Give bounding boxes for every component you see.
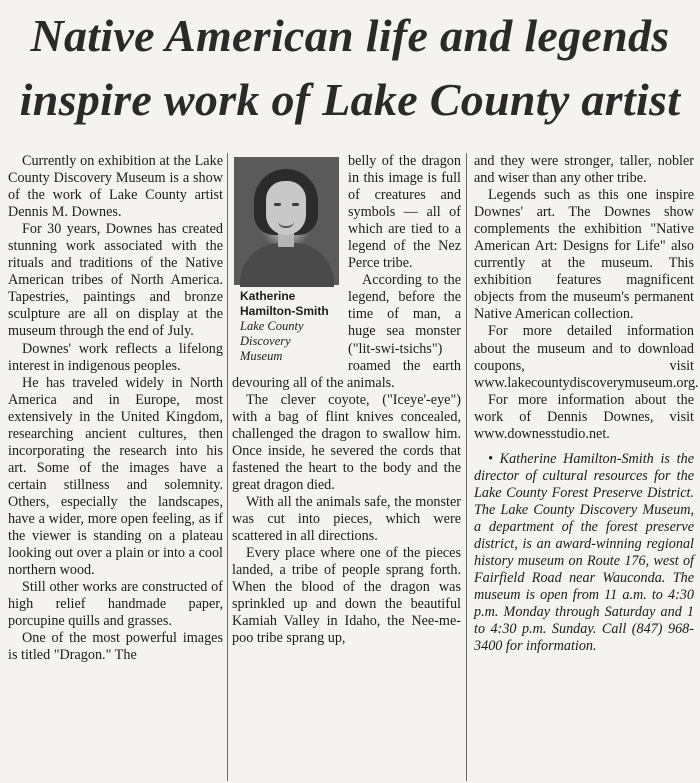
headline-line-2: inspire work of Lake County artist — [19, 74, 681, 125]
article-column-3 — [474, 153, 699, 655]
article-column-2 — [232, 153, 461, 647]
paragraph: One of the most powerful images is titled "Dragon." The — [8, 630, 223, 664]
paragraph: For more information about the work of Dennis Downes, visit www.downesstudio.net. — [474, 391, 694, 442]
byline-title-line-3: Museum — [240, 349, 283, 363]
byline-name-line-2: Hamilton-Smith — [240, 304, 329, 318]
headline-line-1: Native American life and legends — [30, 10, 670, 61]
paragraph: Every place where one of the pieces landed, a tribe of people sprang forth. When the blood of the dragon was sprinkled up and down the beautiful Kamiah Valley in Idaho, the Nee-me-poo tribe sprang up, — [232, 545, 461, 647]
paragraph: and they were stronger, taller, nobler and wiser than any other tribe. — [474, 153, 694, 187]
byline-box — [232, 153, 344, 364]
author-bio: • Katherine Hamilton-Smith is the director of cultural resources for the Lake County Forest Preserve District. The Lake County Discovery Museum, a department of the forest preserve district, is an award-winning regional history museum on Route 176, west of Fairfield Road near Wauconda. The museum is open from 11 a.m. to 4:30 p.m. Monday through Saturday and 1 to 4:30 p.m. Sunday. Call (847) 968-3400 for information. — [474, 450, 694, 655]
paragraph: The clever coyote, ("Iceye'-eye") with a bag of flint knives concealed, challenged the dragon to swallow him. Once inside, he severed the cords that fastened the heart to the body and the great dragon died. — [232, 391, 461, 493]
headline — [10, 4, 690, 132]
paragraph: Legends such as this one inspire Downes' art. The Downes show complements the exhibition "Native American Art: Designs for Life" also currently at the museum. This exhibition features magnificent objects from the museum's permanent Native American collection. — [474, 187, 694, 323]
paragraph: According to the legend, before the time of man, a huge sea monster ("lit-swi-tsichs") roamed the earth devouring all of the animals. — [232, 272, 461, 391]
portrait-photo-icon — [234, 157, 339, 285]
paragraph: For 30 years, Downes has created stunning work associated with the rituals and traditions of the Native American tribes of North America. Tapestries, paintings and bronze sculpture are all on display at the museum through the end of July. — [8, 221, 223, 340]
paragraph: With all the animals safe, the monster was cut into pieces, which were scattered in all directions. — [232, 493, 461, 545]
paragraph: belly of the dragon in this image is full of creatures and symbols — all of which are tied to a legend of the Nez Perce tribe. — [348, 153, 461, 272]
byline-name-line-1: Katherine — [240, 289, 296, 303]
byline-title-line-2: Discovery — [240, 334, 291, 348]
paragraph: Still other works are constructed of high relief handmade paper, porcupine quills and grasses. — [8, 579, 223, 630]
column-rule — [466, 153, 467, 781]
paragraph: He has traveled widely in North America and in Europe, most extensively in the United Kingdom, researching ancient cultures, then incorporating the research into his art. Some of the images have a certain stillness and solemnity. Others, especially the landscapes, have a wider, more open feeling, as if the viewer is standing on a plateau looking out over a plain or into a cool northern wood. — [8, 374, 223, 579]
paragraph: Currently on exhibition at the Lake County Discovery Museum is a show of the work of Lake County artist Dennis M. Downes. — [8, 153, 223, 221]
paragraph: Downes' work reflects a lifelong interest in indigenous peoples. — [8, 340, 223, 374]
byline-title — [240, 319, 344, 364]
byline-title-line-1: Lake County — [240, 319, 304, 333]
column-rule — [227, 153, 228, 781]
paragraph: For more detailed information about the museum and to download coupons, visit www.lakecountydiscoverymuseum.org. — [474, 323, 699, 391]
article-column-1 — [8, 153, 223, 664]
byline-name — [240, 289, 344, 319]
